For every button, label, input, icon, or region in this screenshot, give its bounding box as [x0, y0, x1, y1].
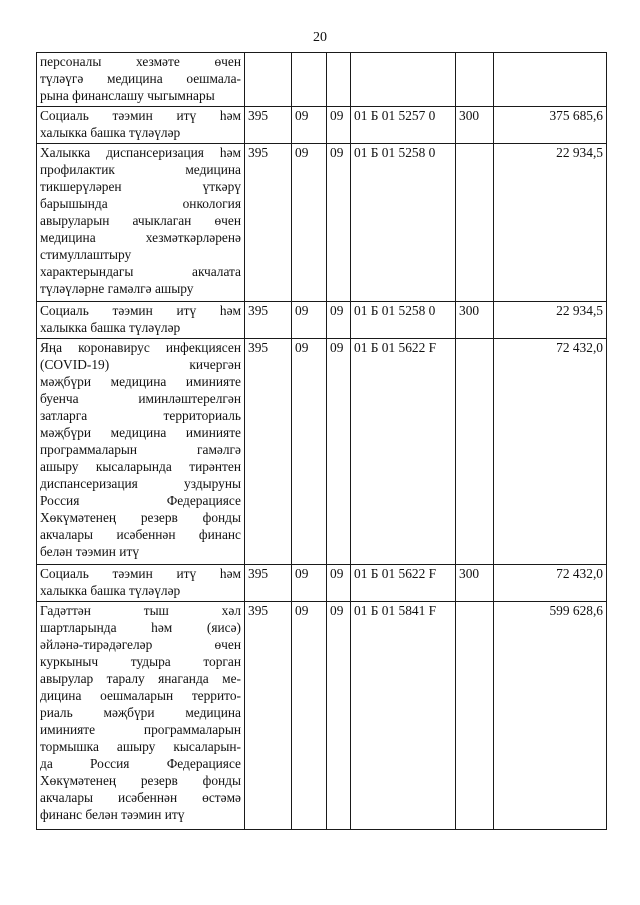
cell-subsection: 09	[327, 302, 351, 339]
cell-expense-type: 300	[456, 302, 494, 339]
cell-expense-type	[456, 144, 494, 302]
description-line: риаль мәҗбүри медицина	[40, 705, 241, 720]
description-line: мәҗбүри медицина иминияте	[40, 374, 241, 389]
description-line: финанс белән тәэмин итү	[40, 807, 185, 822]
cell-section: 09	[292, 144, 327, 302]
description-line: буенча иминләштерелгән	[40, 391, 241, 406]
cell-description	[37, 339, 245, 565]
table-row	[37, 302, 607, 339]
description-line: тикшерүләрен үткәрү	[40, 179, 241, 194]
description-line: белән тәэмин итү	[40, 544, 140, 559]
description-line: халыкка башка түләүләр	[40, 583, 181, 598]
description-line: стимуллаштыру	[40, 247, 132, 262]
budget-table	[36, 52, 607, 830]
cell-expense-type: 300	[456, 565, 494, 602]
cell-expense-type	[456, 53, 494, 107]
description-line: авырулар таралу янаганда ме-	[40, 671, 241, 686]
description-line: Хөкүмәтенең резерв фонды	[40, 773, 241, 788]
description-line: медицина хезмәткәрләренә	[40, 230, 241, 245]
cell-program-code	[351, 53, 456, 107]
description-line: Социаль тәэмин итү һәм	[40, 566, 241, 581]
cell-program-code: 01 Б 01 5257 0	[351, 107, 456, 144]
description-line: дицина оешмаларын террито-	[40, 688, 241, 703]
cell-subsection	[327, 53, 351, 107]
cell-description	[37, 53, 245, 107]
cell-program-code: 01 Б 01 5258 0	[351, 302, 456, 339]
description-line: Россия Федерациясе	[40, 493, 241, 508]
cell-subsection: 09	[327, 602, 351, 830]
cell-description	[37, 602, 245, 830]
cell-description	[37, 565, 245, 602]
cell-ministry-code: 395	[245, 565, 292, 602]
cell-section: 09	[292, 107, 327, 144]
table-row	[37, 144, 607, 302]
description-line: Социаль тәэмин итү һәм	[40, 303, 241, 318]
cell-subsection: 09	[327, 339, 351, 565]
cell-ministry-code: 395	[245, 144, 292, 302]
cell-description	[37, 107, 245, 144]
description-line: характерындагы акчалата	[40, 264, 241, 279]
description-line: акчалары исәбеннән финанс	[40, 527, 241, 542]
cell-amount: 72 432,0	[494, 339, 607, 565]
description-line: Яңа коронавирус инфекциясен	[40, 340, 241, 355]
table-row	[37, 339, 607, 565]
description-line: мәҗбүри медицина иминияте	[40, 425, 241, 440]
cell-program-code: 01 Б 01 5622 F	[351, 565, 456, 602]
cell-program-code: 01 Б 01 5622 F	[351, 339, 456, 565]
cell-description	[37, 302, 245, 339]
description-line: барышында онкология	[40, 196, 241, 211]
cell-amount: 599 628,6	[494, 602, 607, 830]
table-row	[37, 53, 607, 107]
cell-ministry-code: 395	[245, 302, 292, 339]
description-line: затларга территориаль	[40, 408, 241, 423]
description-line: түләүләрне гамәлгә ашыру	[40, 281, 194, 296]
description-line: диспансеризация уздыруны	[40, 476, 241, 491]
description-line: (COVID-19) кичергән	[40, 357, 241, 372]
description-line: профилактик медицина	[40, 162, 241, 177]
description-line: Хөкүмәтенең резерв фонды	[40, 510, 241, 525]
cell-program-code: 01 Б 01 5841 F	[351, 602, 456, 830]
cell-amount: 375 685,6	[494, 107, 607, 144]
description-line: шартларында һәм (яисә)	[40, 620, 241, 635]
table-row	[37, 107, 607, 144]
description-line: тормышка ашыру кысаларын-	[40, 739, 241, 754]
cell-expense-type: 300	[456, 107, 494, 144]
cell-program-code: 01 Б 01 5258 0	[351, 144, 456, 302]
table-row	[37, 602, 607, 830]
description-line: түләүгә медицина оешмала-	[40, 71, 241, 86]
cell-ministry-code: 395	[245, 107, 292, 144]
cell-amount: 22 934,5	[494, 302, 607, 339]
description-line: программаларын гамәлгә	[40, 442, 241, 457]
cell-ministry-code	[245, 53, 292, 107]
budget-table-body	[37, 53, 607, 830]
cell-subsection: 09	[327, 144, 351, 302]
description-line: авыруларын ачыклаган өчен	[40, 213, 241, 228]
description-line: да Россия Федерациясе	[40, 756, 241, 771]
cell-section: 09	[292, 302, 327, 339]
description-line: ашыру кысаларында тирәнтен	[40, 459, 241, 474]
cell-section: 09	[292, 602, 327, 830]
cell-section: 09	[292, 339, 327, 565]
cell-subsection: 09	[327, 107, 351, 144]
description-line: иминияте программаларын	[40, 722, 241, 737]
description-line: куркыныч тудыра торган	[40, 654, 241, 669]
description-line: әйләнә-тирәдәгеләр өчен	[40, 637, 241, 652]
description-line: рына финанслашу чыгымнары	[40, 88, 215, 103]
cell-ministry-code: 395	[245, 602, 292, 830]
cell-amount: 22 934,5	[494, 144, 607, 302]
cell-amount: 72 432,0	[494, 565, 607, 602]
description-line: персоналы хезмәте өчен	[40, 54, 241, 69]
description-line: халыкка башка түләүләр	[40, 125, 181, 140]
cell-subsection: 09	[327, 565, 351, 602]
description-line: Халыкка диспансеризация һәм	[40, 145, 241, 160]
cell-section: 09	[292, 565, 327, 602]
cell-amount	[494, 53, 607, 107]
description-line: Гадәттән тыш хәл	[40, 603, 241, 618]
cell-section	[292, 53, 327, 107]
cell-expense-type	[456, 339, 494, 565]
cell-description	[37, 144, 245, 302]
cell-expense-type	[456, 602, 494, 830]
page-number: 20	[313, 30, 327, 45]
description-line: акчалары исәбеннән өстәмә	[40, 790, 241, 805]
table-row	[37, 565, 607, 602]
description-line: Социаль тәэмин итү һәм	[40, 108, 241, 123]
description-line: халыкка башка түләүләр	[40, 320, 181, 335]
cell-ministry-code: 395	[245, 339, 292, 565]
